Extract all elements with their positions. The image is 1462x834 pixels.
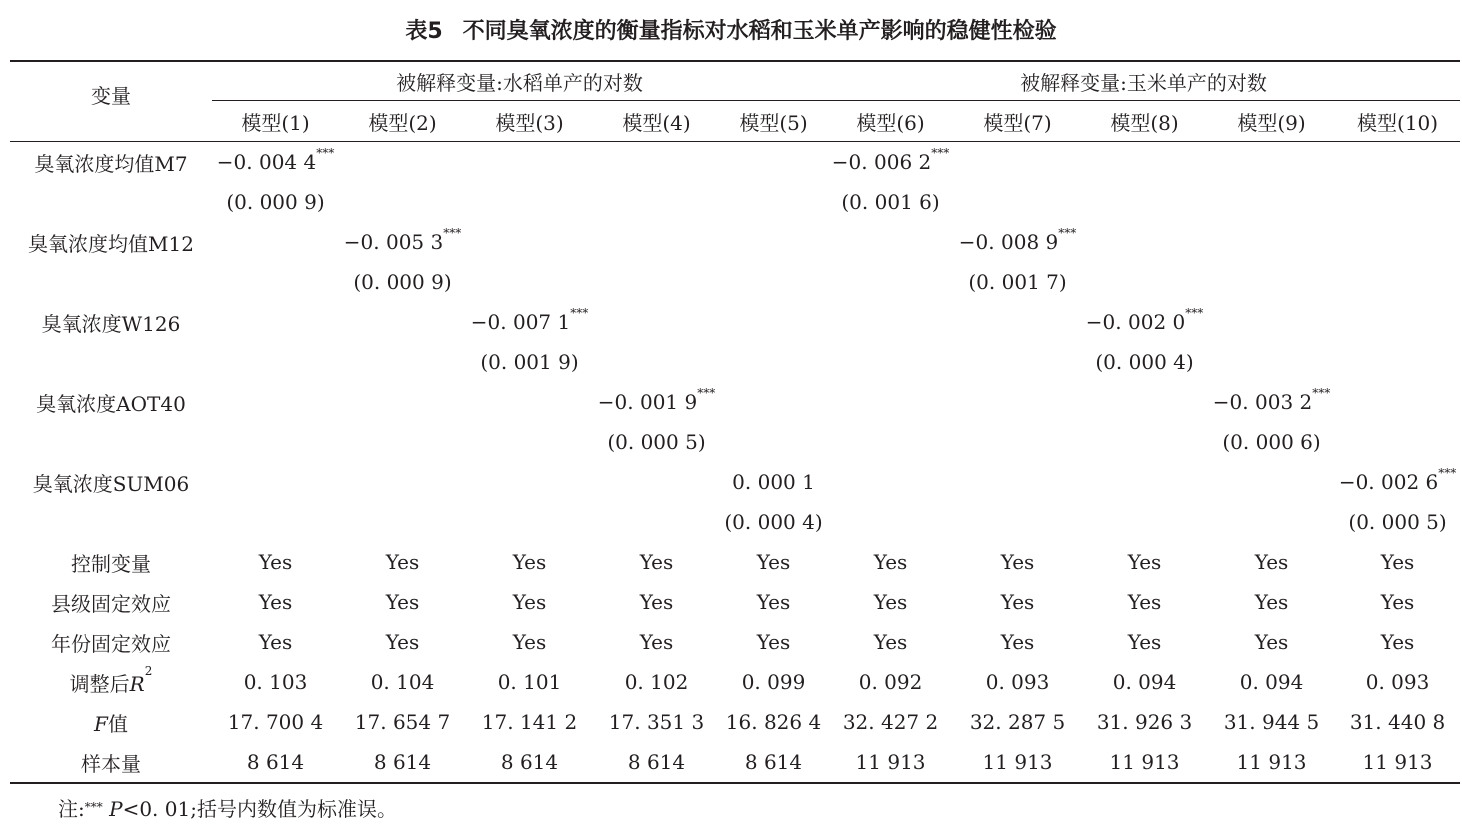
- table-cell: Yes: [512, 590, 547, 614]
- se-cell: (0. 001 6): [841, 190, 940, 214]
- row-label: 臭氧浓度SUM06: [32, 471, 190, 496]
- model-header: 模型(8): [1110, 110, 1179, 135]
- table-cell: 11 913: [954, 742, 1081, 783]
- table-row-nobs: [10, 742, 1460, 783]
- table-cell: 17. 700 4: [227, 710, 324, 734]
- table-cell: 0. 094: [1239, 670, 1304, 694]
- coef-cell: [1081, 302, 1208, 342]
- se-cell: (0. 000 4): [1095, 350, 1194, 374]
- row-label: 控制变量: [71, 551, 151, 576]
- row-label: 臭氧浓度均值M12: [28, 231, 194, 256]
- coef-cell: 0. 000 1: [732, 470, 815, 494]
- table-row-m7-se: [10, 182, 1460, 222]
- table-row-adj-r2: [10, 662, 1460, 702]
- sig-stars: ***: [931, 146, 950, 160]
- row-label: [10, 662, 212, 702]
- row-label-f: F: [94, 711, 108, 736]
- table-cell: 8 614: [720, 742, 827, 783]
- row-label: 臭氧浓度均值M7: [10, 142, 212, 183]
- coef-cell: [1335, 462, 1460, 502]
- table-cell: 8 614: [593, 742, 720, 783]
- coef-value: −0. 002 6: [1338, 470, 1439, 494]
- model-header: 模型(6): [856, 110, 925, 135]
- table-cell: 32. 427 2: [842, 710, 939, 734]
- table-row-controls: [10, 542, 1460, 582]
- table-cell: Yes: [258, 630, 293, 654]
- note-prefix: 注:: [58, 797, 85, 821]
- table-cell: Yes: [1380, 630, 1415, 654]
- table-cell: 32. 287 5: [969, 710, 1066, 734]
- table-cell: 31. 944 5: [1223, 710, 1320, 734]
- coef-cell: [339, 222, 466, 262]
- note-sig-stars: ***: [84, 800, 103, 814]
- table-cell: Yes: [756, 590, 791, 614]
- note-p: P: [109, 797, 123, 821]
- header-group-rice-label: 被解释变量:水稻单产的对数: [396, 70, 643, 95]
- table-cell: Yes: [1127, 590, 1162, 614]
- table-cell: Yes: [1254, 590, 1289, 614]
- table-cell: Yes: [1127, 550, 1162, 574]
- model-header: 模型(9): [1237, 110, 1306, 135]
- se-cell: (0. 000 9): [226, 190, 325, 214]
- coef-value: −0. 006 2: [831, 150, 932, 174]
- table-cell: 0. 099: [741, 670, 806, 694]
- table-cell: Yes: [873, 590, 908, 614]
- table-row-m7: [10, 142, 1460, 183]
- sig-stars: ***: [570, 306, 589, 320]
- se-cell: (0. 000 9): [353, 270, 452, 294]
- model-header: 模型(1): [241, 110, 310, 135]
- coef-value: −0. 004 4: [216, 150, 317, 174]
- se-cell: (0. 001 9): [480, 350, 579, 374]
- table-cell: Yes: [258, 590, 293, 614]
- table-cell: Yes: [639, 590, 674, 614]
- row-label-text: 值: [107, 711, 128, 736]
- model-header: 模型(10): [1357, 110, 1439, 135]
- coef-value: −0. 005 3: [343, 230, 444, 254]
- se-cell: (0. 000 4): [724, 510, 823, 534]
- coef-cell: [1208, 382, 1335, 422]
- coef-value: −0. 008 9: [958, 230, 1059, 254]
- table-cell: 8 614: [339, 742, 466, 783]
- table-title: [0, 14, 1462, 50]
- table-cell: 0. 093: [985, 670, 1050, 694]
- table-cell: Yes: [1127, 630, 1162, 654]
- se-cell: (0. 001 7): [968, 270, 1067, 294]
- table-cell: Yes: [1254, 550, 1289, 574]
- table-cell: Yes: [873, 630, 908, 654]
- table-cell: Yes: [1254, 630, 1289, 654]
- table-cell: 17. 351 3: [608, 710, 705, 734]
- table-number: 表5: [405, 19, 443, 44]
- table-cell: 0. 103: [243, 670, 308, 694]
- coef-value: −0. 001 9: [597, 390, 698, 414]
- sig-stars: ***: [1438, 466, 1457, 480]
- table-cell: 0. 092: [858, 670, 923, 694]
- table-row-w126: [10, 302, 1460, 342]
- header-row-models: [10, 101, 1460, 142]
- sig-stars: ***: [1312, 386, 1331, 400]
- table-cell: 0. 094: [1112, 670, 1177, 694]
- table-cell: Yes: [512, 550, 547, 574]
- coef-value: −0. 003 2: [1212, 390, 1313, 414]
- row-label: 样本量: [10, 742, 212, 783]
- coef-cell: [954, 222, 1081, 262]
- table-cell: 17. 654 7: [354, 710, 451, 734]
- table-cell: Yes: [258, 550, 293, 574]
- table-cell: Yes: [1380, 550, 1415, 574]
- table-cell: 0. 101: [497, 670, 562, 694]
- coef-cell: [827, 142, 954, 183]
- table-cell: 17. 141 2: [481, 710, 578, 734]
- sig-stars: ***: [443, 226, 462, 240]
- table-row-sum06-se: [10, 502, 1460, 542]
- table-row-county-fe: [10, 582, 1460, 622]
- table-cell: 16. 826 4: [725, 710, 822, 734]
- header-group-corn: [827, 61, 1460, 101]
- row-label: 县级固定效应: [51, 591, 171, 616]
- table-cell: Yes: [756, 550, 791, 574]
- table-row-aot40-se: [10, 422, 1460, 462]
- table-row-m12: [10, 222, 1460, 262]
- table-cell: 8 614: [212, 742, 339, 783]
- robustness-table: [10, 60, 1460, 784]
- table-cell: Yes: [385, 590, 420, 614]
- coef-cell: [593, 382, 720, 422]
- table-cell: Yes: [385, 550, 420, 574]
- header-group-rice: [212, 61, 827, 101]
- sig-stars: ***: [316, 146, 335, 160]
- table-cell: 0. 104: [370, 670, 435, 694]
- model-header: 模型(2): [368, 110, 437, 135]
- table-cell: Yes: [1000, 590, 1035, 614]
- row-label-text: 调整后: [69, 671, 130, 696]
- se-cell: (0. 000 6): [1222, 430, 1321, 454]
- row-label: 年份固定效应: [51, 631, 171, 656]
- table-cell: 0. 102: [624, 670, 689, 694]
- table-cell: Yes: [873, 550, 908, 574]
- se-cell: (0. 000 5): [607, 430, 706, 454]
- table-cell: 11 913: [1208, 742, 1335, 783]
- coef-value: −0. 002 0: [1085, 310, 1186, 334]
- table-note: [58, 794, 397, 824]
- table-cell: 31. 440 8: [1349, 710, 1446, 734]
- coef-value: −0. 007 1: [470, 310, 571, 334]
- table-cell: Yes: [512, 630, 547, 654]
- row-label: 臭氧浓度W126: [41, 311, 181, 336]
- model-header: 模型(5): [739, 110, 808, 135]
- table-row-aot40: [10, 382, 1460, 422]
- table-caption: 不同臭氧浓度的衡量指标对水稻和玉米单产影响的稳健性检验: [462, 19, 1057, 44]
- sig-stars: ***: [1185, 306, 1204, 320]
- table-row-year-fe: [10, 622, 1460, 662]
- row-label: 臭氧浓度AOT40: [36, 391, 186, 416]
- row-label-sup: 2: [144, 663, 153, 678]
- table-cell: Yes: [639, 630, 674, 654]
- table-cell: Yes: [1000, 630, 1035, 654]
- table-cell: 11 913: [1081, 742, 1208, 783]
- header-row-groups: [10, 61, 1460, 101]
- table-cell: 11 913: [1335, 742, 1460, 783]
- model-header: 模型(4): [622, 110, 691, 135]
- table-cell: Yes: [1380, 590, 1415, 614]
- table-cell: Yes: [639, 550, 674, 574]
- table-cell: 8 614: [466, 742, 593, 783]
- coef-cell: [212, 142, 339, 183]
- table-cell: Yes: [385, 630, 420, 654]
- table-row-sum06: [10, 462, 1460, 502]
- model-header: 模型(7): [983, 110, 1052, 135]
- se-cell: (0. 000 5): [1348, 510, 1447, 534]
- header-variable: 变量: [10, 61, 212, 142]
- table-cell: 0. 093: [1365, 670, 1430, 694]
- table-cell: 11 913: [827, 742, 954, 783]
- table-cell: Yes: [756, 630, 791, 654]
- coef-cell: [466, 302, 593, 342]
- table-row-fstat: [10, 702, 1460, 742]
- sig-stars: ***: [697, 386, 716, 400]
- row-label-r: R: [129, 671, 145, 696]
- sig-stars: ***: [1058, 226, 1077, 240]
- table-row-m12-se: [10, 262, 1460, 302]
- table-cell: 31. 926 3: [1096, 710, 1193, 734]
- table-row-w126-se: [10, 342, 1460, 382]
- table-cell: Yes: [1000, 550, 1035, 574]
- row-label: [10, 702, 212, 742]
- note-text: <0. 01;括号内数值为标准误。: [122, 797, 397, 821]
- model-header: 模型(3): [495, 110, 564, 135]
- header-group-corn-label: 被解释变量:玉米单产的对数: [1020, 70, 1267, 95]
